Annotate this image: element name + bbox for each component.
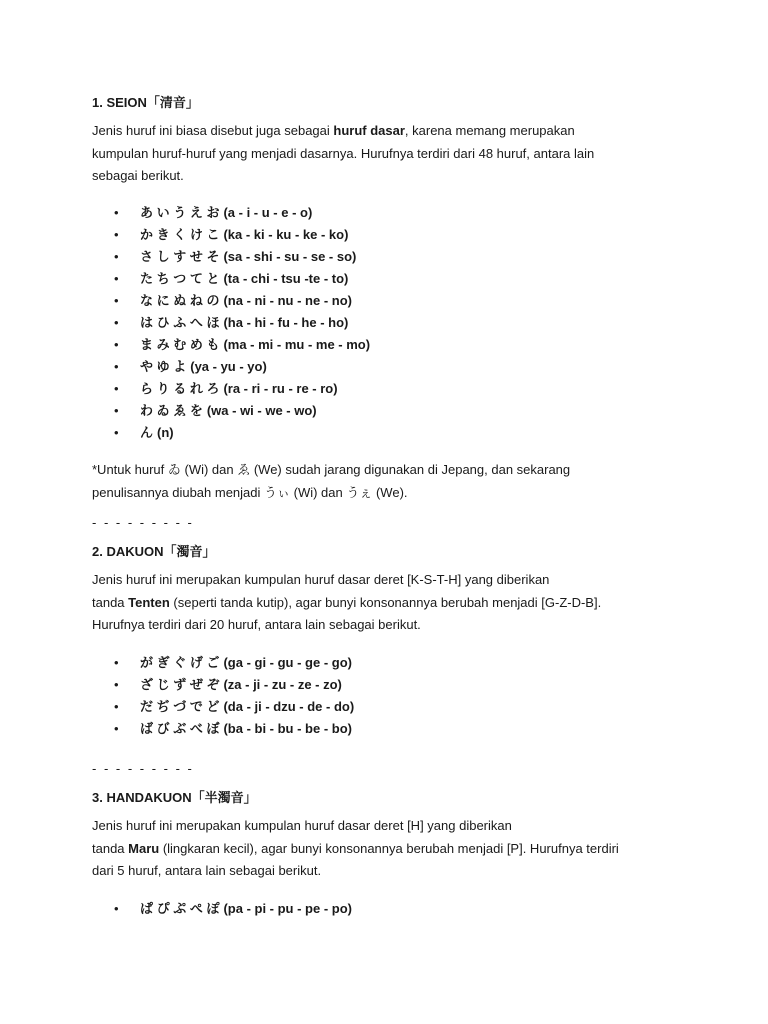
- section-1-line-1: [92, 120, 692, 143]
- section-1-line-2: kumpulan huruf-huruf yang menjadi dasarnya. Hurufnya terdiri dari 48 huruf, antara lain: [92, 145, 595, 161]
- section-2-line-1: Jenis huruf ini merupakan kumpulan huruf dasar deret [K-S-T-H] yang diberikan: [92, 572, 550, 587]
- romaji-text: (pa - pi - pu - pe - po): [223, 901, 352, 916]
- bullet-icon: •: [114, 337, 119, 352]
- section-1-bold-term: huruf dasar: [333, 123, 405, 138]
- section-1-line-3: sebagai berikut.: [92, 168, 184, 183]
- dakuon-row: [92, 696, 354, 718]
- kana-text: な に ぬ ね の: [140, 293, 220, 308]
- section-1-line-1-text: Jenis huruf ini biasa disebut juga sebagai: [92, 123, 334, 138]
- kana-text: ん: [140, 425, 154, 440]
- separator-2: - - - - - - - - -: [92, 761, 194, 776]
- kana-text: ば び ぶ べ ぼ: [140, 721, 220, 736]
- kana-text: ぱ ぴ ぷ ぺ ぽ: [140, 901, 220, 916]
- kana-text: ざ じ ず ぜ ぞ: [140, 677, 220, 692]
- dakuon-row: [92, 652, 354, 674]
- romaji-text: (ra - ri - ru - re - ro): [223, 381, 338, 396]
- section-1-paragraph: [92, 120, 692, 188]
- section-2-bold-term: Tenten: [128, 594, 170, 610]
- section-3-line-2-text: tanda: [92, 840, 129, 856]
- romaji-text: (ga - gi - gu - ge - go): [223, 655, 352, 670]
- seion-row: [92, 268, 370, 290]
- seion-row: [92, 312, 370, 334]
- bullet-icon: •: [114, 655, 119, 670]
- kana-text: や ゆ よ: [140, 359, 187, 374]
- romaji-text: (za - ji - zu - ze - zo): [223, 677, 342, 692]
- section-3-paragraph: [92, 815, 692, 883]
- kana-text: が ぎ ぐ げ ご: [140, 655, 220, 670]
- dakuon-list: [92, 652, 354, 740]
- section-3-line-2-tail: (lingkaran kecil), agar bunyi konsonannya berubah menjadi [P]. Hurufnya terdiri: [159, 840, 619, 856]
- section-3-line-3: dari 5 huruf, antara lain sebagai berikut.: [92, 863, 322, 878]
- bullet-icon: •: [114, 699, 119, 714]
- seion-row: [92, 290, 370, 312]
- romaji-text: (ha - hi - fu - he - ho): [223, 315, 349, 330]
- romaji-text: (wa - wi - we - wo): [206, 403, 317, 418]
- bullet-icon: •: [114, 293, 119, 308]
- section-2-line-2: [92, 592, 692, 615]
- section-3-heading: 3. HANDAKUON「半濁音」: [92, 790, 257, 805]
- romaji-text: (a - i - u - e - o): [223, 205, 313, 220]
- kana-text: あ い う え お: [140, 205, 220, 220]
- section-1-note: [92, 459, 692, 504]
- kana-text: だ ぢ づ で ど: [140, 699, 220, 714]
- section-3-line-1: Jenis huruf ini merupakan kumpulan huruf dasar deret [H] yang diberikan: [92, 818, 512, 833]
- romaji-text: (ka - ki - ku - ke - ko): [223, 227, 349, 242]
- dakuon-row: [92, 674, 354, 696]
- kana-text: さ し す せ そ: [140, 249, 220, 264]
- kana-text: か き く け こ: [140, 227, 220, 242]
- section-2-heading: 2. DAKUON「濁音」: [92, 544, 216, 559]
- section-2-paragraph: [92, 569, 692, 637]
- handakuon-list: [92, 898, 352, 920]
- romaji-text: (da - ji - dzu - de - do): [223, 699, 355, 714]
- romaji-text: (ya - yu - yo): [190, 359, 267, 374]
- section-1-line-1-tail: , karena memang merupakan: [404, 123, 575, 138]
- bullet-icon: •: [114, 249, 119, 264]
- seion-row: [92, 400, 370, 422]
- bullet-icon: •: [114, 359, 119, 374]
- section-3-line-2: [92, 838, 692, 861]
- bullet-icon: •: [114, 227, 119, 242]
- dakuon-row: [92, 718, 354, 740]
- kana-text: ま み む め も: [140, 337, 220, 352]
- romaji-text: (na - ni - nu - ne - no): [223, 293, 352, 308]
- bullet-icon: •: [114, 271, 119, 286]
- section-1-heading: 1. SEION「清音」: [92, 95, 199, 110]
- section-2-line-2-tail: (seperti tanda kutip), agar bunyi konsonannya berubah menjadi [G-Z-D-B].: [169, 594, 602, 610]
- bullet-icon: •: [114, 721, 119, 736]
- romaji-text: (ba - bi - bu - be - bo): [223, 721, 352, 736]
- bullet-icon: •: [114, 403, 119, 418]
- kana-text: た ち つ て と: [140, 271, 220, 286]
- note-line-2: penulisannya diubah menjadi うぃ (Wi) dan うぇ (We).: [92, 484, 408, 500]
- separator-1: - - - - - - - - -: [92, 515, 194, 530]
- romaji-text: (ta - chi - tsu -te - to): [223, 271, 349, 286]
- bullet-icon: •: [114, 205, 119, 220]
- kana-text: ら り る れ ろ: [140, 381, 220, 396]
- bullet-icon: •: [114, 901, 119, 916]
- seion-row: [92, 356, 370, 378]
- kana-text: わ ゐ ゑ を: [140, 403, 203, 418]
- romaji-text: (n): [157, 425, 174, 440]
- handakuon-row: [92, 898, 352, 920]
- seion-row: [92, 202, 370, 224]
- kana-text: は ひ ふ へ ほ: [140, 315, 220, 330]
- seion-row: [92, 422, 370, 444]
- bullet-icon: •: [114, 381, 119, 396]
- seion-row: [92, 224, 370, 246]
- section-2-line-2-text: tanda: [92, 594, 129, 610]
- bullet-icon: •: [114, 425, 119, 440]
- note-line-1: *Untuk huruf ゐ (Wi) dan ゑ (We) sudah jarang digunakan di Jepang, dan sekarang: [92, 462, 571, 477]
- bullet-icon: •: [114, 315, 119, 330]
- bullet-icon: •: [114, 677, 119, 692]
- seion-row: [92, 246, 370, 268]
- romaji-text: (sa - shi - su - se - so): [223, 249, 357, 264]
- seion-row: [92, 378, 370, 400]
- seion-row: [92, 334, 370, 356]
- seion-list: [92, 202, 370, 444]
- romaji-text: (ma - mi - mu - me - mo): [223, 337, 371, 352]
- section-2-line-3: Hurufnya terdiri dari 20 huruf, antara lain sebagai berikut.: [92, 617, 421, 632]
- section-3-bold-term: Maru: [128, 840, 160, 856]
